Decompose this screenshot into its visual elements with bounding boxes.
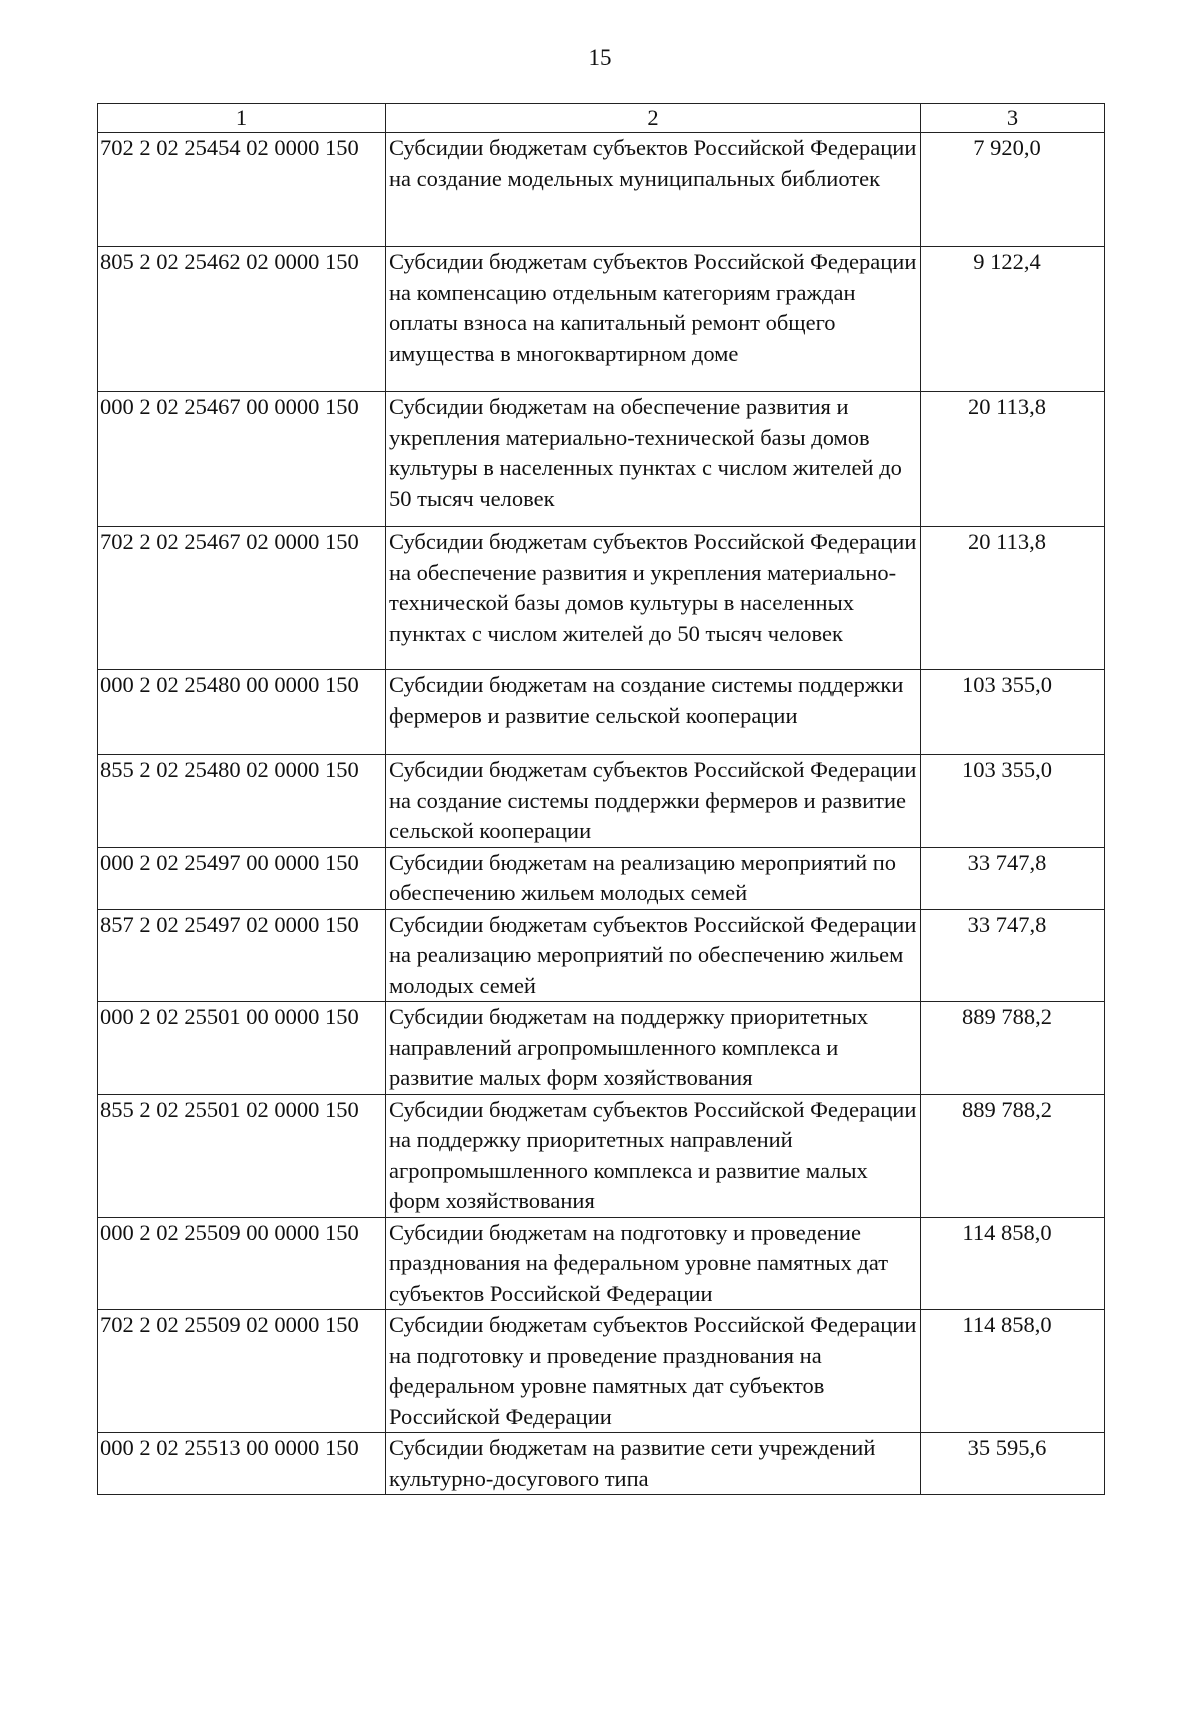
amount-cell: 103 355,0 (921, 670, 1105, 755)
table-row (98, 1094, 1105, 1217)
table-body (98, 104, 1105, 1495)
amount-cell: 35 595,6 (921, 1433, 1105, 1495)
description-cell: Субсидии бюджетам субъектов Российской Федерации на поддержку приоритетных направлений агропромышленного комплекса и развитие малых форм хозяйствования (386, 1094, 921, 1217)
description-cell: Субсидии бюджетам на подготовку и проведение празднования на федеральном уровне памятных дат субъектов Российской Федерации (386, 1217, 921, 1310)
amount-cell: 33 747,8 (921, 847, 1105, 909)
budget-code-cell: 000 2 02 25467 00 0000 150 (98, 392, 386, 527)
description-cell: Субсидии бюджетам на поддержку приоритетных направлений агропромышленного комплекса и развитие малых форм хозяйствования (386, 1002, 921, 1095)
budget-code-cell: 000 2 02 25480 00 0000 150 (98, 670, 386, 755)
amount-cell: 114 858,0 (921, 1217, 1105, 1310)
budget-code-cell: 805 2 02 25462 02 0000 150 (98, 247, 386, 392)
column-header-name: 2 (386, 104, 921, 133)
amount-cell: 889 788,2 (921, 1094, 1105, 1217)
budget-code-cell: 702 2 02 25454 02 0000 150 (98, 133, 386, 247)
description-cell: Субсидии бюджетам субъектов Российской Федерации на реализацию мероприятий по обеспечению жильем молодых семей (386, 909, 921, 1002)
description-cell: Субсидии бюджетам на развитие сети учреждений культурно-досугового типа (386, 1433, 921, 1495)
amount-cell: 20 113,8 (921, 527, 1105, 670)
description-cell: Субсидии бюджетам субъектов Российской Федерации на компенсацию отдельным категориям граждан оплаты взноса на капитальный ремонт общего имущества в многоквартирном доме (386, 247, 921, 392)
amount-cell: 7 920,0 (921, 133, 1105, 247)
table-row (98, 1217, 1105, 1310)
budget-code-cell: 702 2 02 25509 02 0000 150 (98, 1310, 386, 1433)
description-cell: Субсидии бюджетам субъектов Российской Федерации на создание системы поддержки фермеров и развитие сельской кооперации (386, 755, 921, 848)
table-row (98, 1433, 1105, 1495)
description-cell: Субсидии бюджетам на создание системы поддержки фермеров и развитие сельской кооперации (386, 670, 921, 755)
table-header-row (98, 104, 1105, 133)
budget-table (97, 103, 1105, 1495)
description-cell: Субсидии бюджетам субъектов Российской Федерации на подготовку и проведение празднования на федеральном уровне памятных дат субъектов Российской Федерации (386, 1310, 921, 1433)
amount-cell: 103 355,0 (921, 755, 1105, 848)
description-cell: Субсидии бюджетам субъектов Российской Федерации на создание модельных муниципальных библиотек (386, 133, 921, 247)
table-row (98, 670, 1105, 755)
budget-code-cell: 857 2 02 25497 02 0000 150 (98, 909, 386, 1002)
description-cell: Субсидии бюджетам субъектов Российской Федерации на обеспечение развития и укрепления материально-технической базы домов культуры в населенных пунктах с числом жителей до 50 тысяч человек (386, 527, 921, 670)
table-row (98, 133, 1105, 247)
description-cell: Субсидии бюджетам на реализацию мероприятий по обеспечению жильем молодых семей (386, 847, 921, 909)
budget-code-cell: 855 2 02 25480 02 0000 150 (98, 755, 386, 848)
budget-code-cell: 000 2 02 25509 00 0000 150 (98, 1217, 386, 1310)
column-header-code: 1 (98, 104, 386, 133)
table-row (98, 247, 1105, 392)
table-row (98, 1310, 1105, 1433)
table-row (98, 847, 1105, 909)
amount-cell: 114 858,0 (921, 1310, 1105, 1433)
amount-cell: 889 788,2 (921, 1002, 1105, 1095)
budget-code-cell: 000 2 02 25501 00 0000 150 (98, 1002, 386, 1095)
table-row (98, 392, 1105, 527)
budget-code-cell: 000 2 02 25497 00 0000 150 (98, 847, 386, 909)
column-header-amount: 3 (921, 104, 1105, 133)
table-row (98, 755, 1105, 848)
budget-code-cell: 000 2 02 25513 00 0000 150 (98, 1433, 386, 1495)
amount-cell: 20 113,8 (921, 392, 1105, 527)
budget-code-cell: 855 2 02 25501 02 0000 150 (98, 1094, 386, 1217)
table-row (98, 1002, 1105, 1095)
amount-cell: 9 122,4 (921, 247, 1105, 392)
page-number: 15 (588, 45, 612, 70)
table-row (98, 909, 1105, 1002)
budget-code-cell: 702 2 02 25467 02 0000 150 (98, 527, 386, 670)
amount-cell: 33 747,8 (921, 909, 1105, 1002)
description-cell: Субсидии бюджетам на обеспечение развития и укрепления материально-технической базы домов культуры в населенных пунктах с числом жителей до 50 тысяч человек (386, 392, 921, 527)
table-row (98, 527, 1105, 670)
